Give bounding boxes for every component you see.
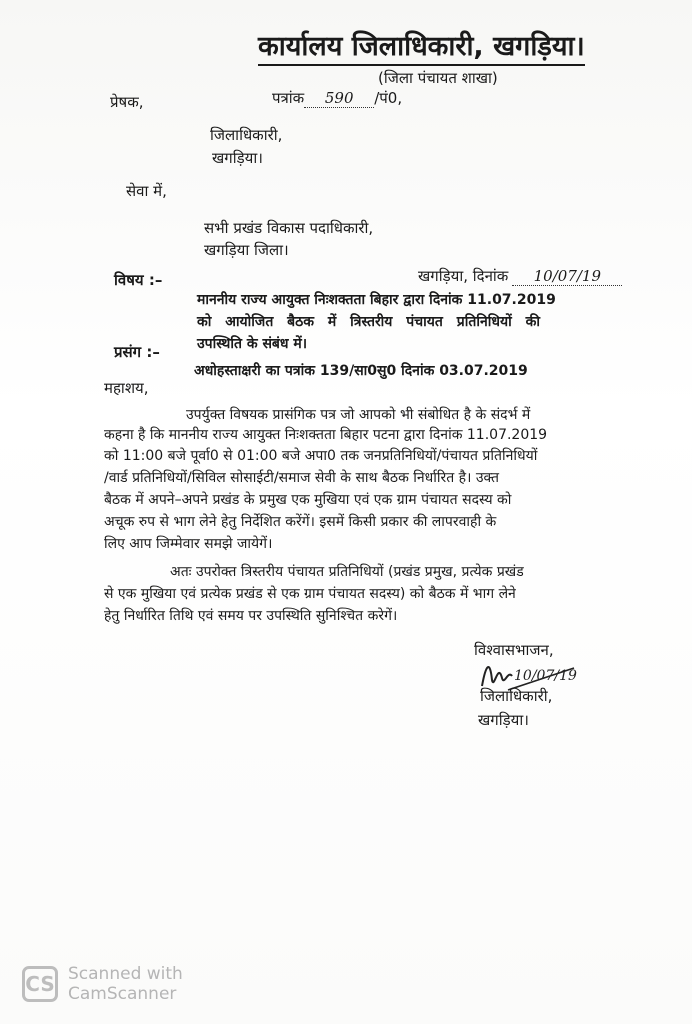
body-line: /वार्ड प्रतिनिधियों/सिविल सोसाईटी/समाज सेवी के साथ बैठक निर्धारित है। उक्त <box>104 470 500 486</box>
subject-line-2: को आयोजित बैठक में त्रिस्तरीय पंचायत प्रतिनिधियों की <box>197 314 540 330</box>
recipient-label: सेवा में, <box>126 182 167 200</box>
reference-label: प्रसंग :– <box>114 343 160 361</box>
body-line: अचूक रुप से भाग लेने हेतु निर्देशित करेंगें। इसमें किसी प्रकार की लापरवाही के <box>104 514 497 530</box>
body-line: से एक मुखिया एवं प्रत्येक प्रखंड से एक ग्राम पंचायत सदस्य) को बैठक में भाग लेने <box>104 586 516 602</box>
letter-number-suffix: /पं0, <box>374 89 403 107</box>
signature-place: खगड़िया। <box>478 711 529 729</box>
subject-line-1: माननीय राज्य आयुक्त निःशक्तता बिहार द्वारा दिनांक 11.07.2019 <box>197 292 556 308</box>
sender-label: प्रेषक, <box>110 93 144 111</box>
office-title: कार्यालय जिलाधिकारी, खगड़िया। <box>258 26 585 66</box>
reference-text: अधोहस्ताक्षरी का पत्रांक 139/सा0सु0 दिनांक 03.07.2019 <box>194 363 528 379</box>
signature-designation: जिलाधिकारी, <box>480 687 553 705</box>
body-line: बैठक में अपने–अपने प्रखंड के प्रमुख एक मुखिया एवं एक ग्राम पंचायत सदस्य को <box>104 492 512 508</box>
letter-number <box>272 88 402 108</box>
body-line: अतः उपरोक्त त्रिस्तरीय पंचायत प्रतिनिधियों (प्रखंड प्रमुख, प्रत्येक प्रखंड <box>170 564 524 580</box>
body-line: कहना है कि माननीय राज्य आयुक्त निःशक्तता बिहार पटना द्वारा दिनांक 11.07.2019 <box>104 427 548 443</box>
watermark-line-1: Scanned with <box>68 964 183 984</box>
recipient-line-1: सभी प्रखंड विकास पदाधिकारी, <box>204 219 374 237</box>
signature-date: 10/07/19 <box>514 668 577 684</box>
letter-number-label: पत्रांक <box>272 89 305 107</box>
subject-label: विषय :– <box>114 271 163 289</box>
body-line: हेतु निर्धारित तिथि एवं समय पर उपस्थिति सुनिश्चित करेगें। <box>104 608 398 624</box>
date-value: 10/07/19 <box>512 267 622 286</box>
sender-line-2: खगड़िया। <box>212 149 263 167</box>
letter-date <box>418 266 622 286</box>
body-line: लिए आप जिम्मेवार समझे जायेगें। <box>104 536 273 552</box>
sender-line-1: जिलाधिकारी, <box>210 126 283 144</box>
letter-number-value: 590 <box>304 89 374 108</box>
subject-line-3: उपस्थिति के संबंध में। <box>197 336 308 352</box>
closing: विश्वासभाजन, <box>474 641 554 659</box>
branch-name: (जिला पंचायत शाखा) <box>378 69 498 87</box>
recipient-line-2: खगड़िया जिला। <box>204 241 289 259</box>
date-prefix: खगड़िया, दिनांक <box>418 267 509 285</box>
camscanner-logo-icon: CS <box>22 966 58 1002</box>
body-line: को 11:00 बजे पूर्वा0 से 01:00 बजे अपा0 तक जनप्रतिनिधियों/पंचायत प्रतिनिधियों <box>104 448 538 464</box>
salutation: महाशय, <box>104 379 149 397</box>
watermark-line-2: CamScanner <box>68 984 177 1004</box>
body-line: उपर्युक्त विषयक प्रासंगिक पत्र जो आपको भी संबोधित है के संदर्भ में <box>186 407 531 423</box>
